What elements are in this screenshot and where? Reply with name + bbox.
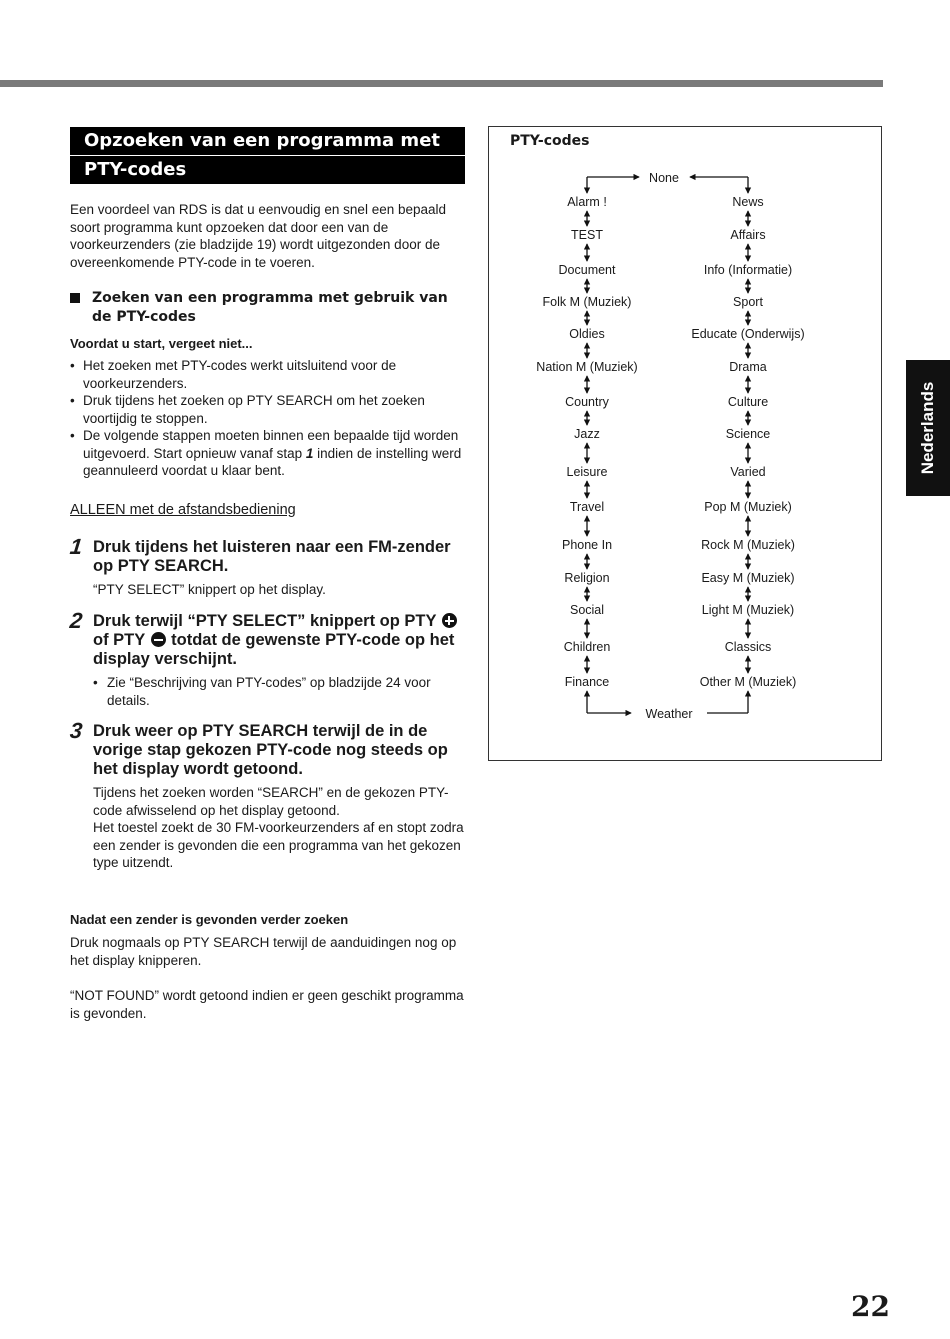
list-item: • Druk tijdens het zoeken op PTY SEARCH om het zoeken voortijdig te stoppen. <box>70 392 465 427</box>
pty-code-item: Finance <box>564 675 610 689</box>
pty-code-item: Nation M (Muziek) <box>536 360 638 374</box>
step-heading-text: totdat de gewenste PTY-code op het display verschijnt. <box>93 631 455 668</box>
pty-code-item: Travel <box>569 500 605 514</box>
after-found-heading: Nadat een zender is gevonden verder zoeken <box>70 912 349 927</box>
pty-code-item: Varied <box>730 465 766 479</box>
pty-code-none: None <box>649 171 679 185</box>
pty-code-item: Classics <box>724 640 772 654</box>
pty-code-item: Phone In <box>561 538 613 552</box>
pty-code-item: Other M (Muziek) <box>699 675 797 689</box>
pty-code-item: Light M (Muziek) <box>701 603 795 617</box>
pty-code-item: Info (Informatie) <box>703 263 793 277</box>
pty-code-item: Culture <box>727 395 769 409</box>
pty-code-item: Leisure <box>566 465 608 479</box>
step-heading: Druk tijdens het luisteren naar een FM-zender op PTY SEARCH. <box>93 538 451 575</box>
pty-code-item: News <box>732 195 764 209</box>
pty-code-item: Children <box>563 640 611 654</box>
step-number: 1 <box>68 534 84 559</box>
pty-code-item: Jazz <box>574 427 600 441</box>
pty-code-item: Easy M (Muziek) <box>701 571 795 585</box>
remote-only-note: ALLEEN met de afstandsbediening <box>70 502 296 518</box>
pty-code-item: Sport <box>733 295 763 309</box>
pty-code-item: Document <box>558 263 616 277</box>
pty-code-item: Rock M (Muziek) <box>701 538 795 552</box>
step-number: 2 <box>68 608 84 633</box>
list-item: • Het zoeken met PTY-codes werkt uitsluitend voor de voorkeurzenders. <box>70 357 465 392</box>
step-heading-text: of PTY <box>93 631 145 649</box>
pty-code-item: Folk M (Muziek) <box>542 295 632 309</box>
pty-code-item: Science <box>725 427 771 441</box>
pty-code-item: Country <box>565 395 609 409</box>
step-heading-text: Druk terwijl “PTY SELECT” knippert op PTY <box>93 612 437 630</box>
page-number: 22 <box>851 1290 890 1323</box>
after-found-body: Druk nogmaals op PTY SEARCH terwijl de aanduidingen nog op het display knipperen. <box>70 935 457 968</box>
section-title-line-1: Opzoeken van een programma met <box>84 130 441 151</box>
pty-code-item: Educate (Onderwijs) <box>691 327 805 341</box>
step-body-line: Het toestel zoekt de 30 FM-voorkeurzenders af en stopt zodra een zender is gevonden die een programma van het gekozen type uitzendt. <box>93 820 464 870</box>
pty-code-item: Drama <box>729 360 767 374</box>
pty-code-item: Religion <box>564 571 610 585</box>
pty-code-item: Alarm ! <box>567 195 607 209</box>
step-reference: 1 <box>305 445 314 461</box>
step-heading: Druk weer op PTY SEARCH terwijl de in de vorige stap gekozen PTY-code nog steeds op het display wordt getoond. <box>93 722 448 778</box>
pty-code-item: Oldies <box>569 327 605 341</box>
not-found-note: “NOT FOUND” wordt getoond indien er geen geschikt programma is gevonden. <box>70 988 464 1021</box>
intro-paragraph: Een voordeel van RDS is dat u eenvoudig en snel een bepaald soort programma kunt opzoeken dat door een van de voorkeurzenders (zie bladzijde 19) wordt uitgezonden door de overeenkomende PTY-code in te voeren. <box>70 202 447 270</box>
language-tab-label: Nederlands <box>918 381 937 475</box>
step-bullet: • Zie “Beschrijving van PTY-codes” op bladzijde 24 voor details. <box>93 674 465 709</box>
list-item-text: indien de instelling werd geannuleerd voordat u klaar bent. <box>83 445 462 478</box>
step-body-line: Tijdens het zoeken worden “SEARCH” en de gekozen PTY-code afwisselend op het display getoond. <box>93 785 449 818</box>
step-number: 3 <box>68 718 84 743</box>
pty-code-item: Pop M (Muziek) <box>704 500 792 514</box>
pty-code-item: TEST <box>571 228 603 242</box>
pty-code-weather: Weather <box>645 707 693 721</box>
pty-code-item: Social <box>569 603 605 617</box>
subheading-text: Zoeken van een programma met gebruik van de PTY-codes <box>92 290 448 325</box>
pty-codes-title: PTY-codes <box>510 133 590 149</box>
before-start-label: Voordat u start, vergeet niet... <box>70 336 253 351</box>
step-body: “PTY SELECT” knippert op het display. <box>93 582 326 597</box>
list-item-text: De volgende stappen moeten binnen een bepaalde tijd worden uitgevoerd. Start opnieuw vanaf stap <box>83 428 459 461</box>
pty-code-item: Affairs <box>730 228 766 242</box>
section-title-line-2: PTY-codes <box>70 155 465 184</box>
